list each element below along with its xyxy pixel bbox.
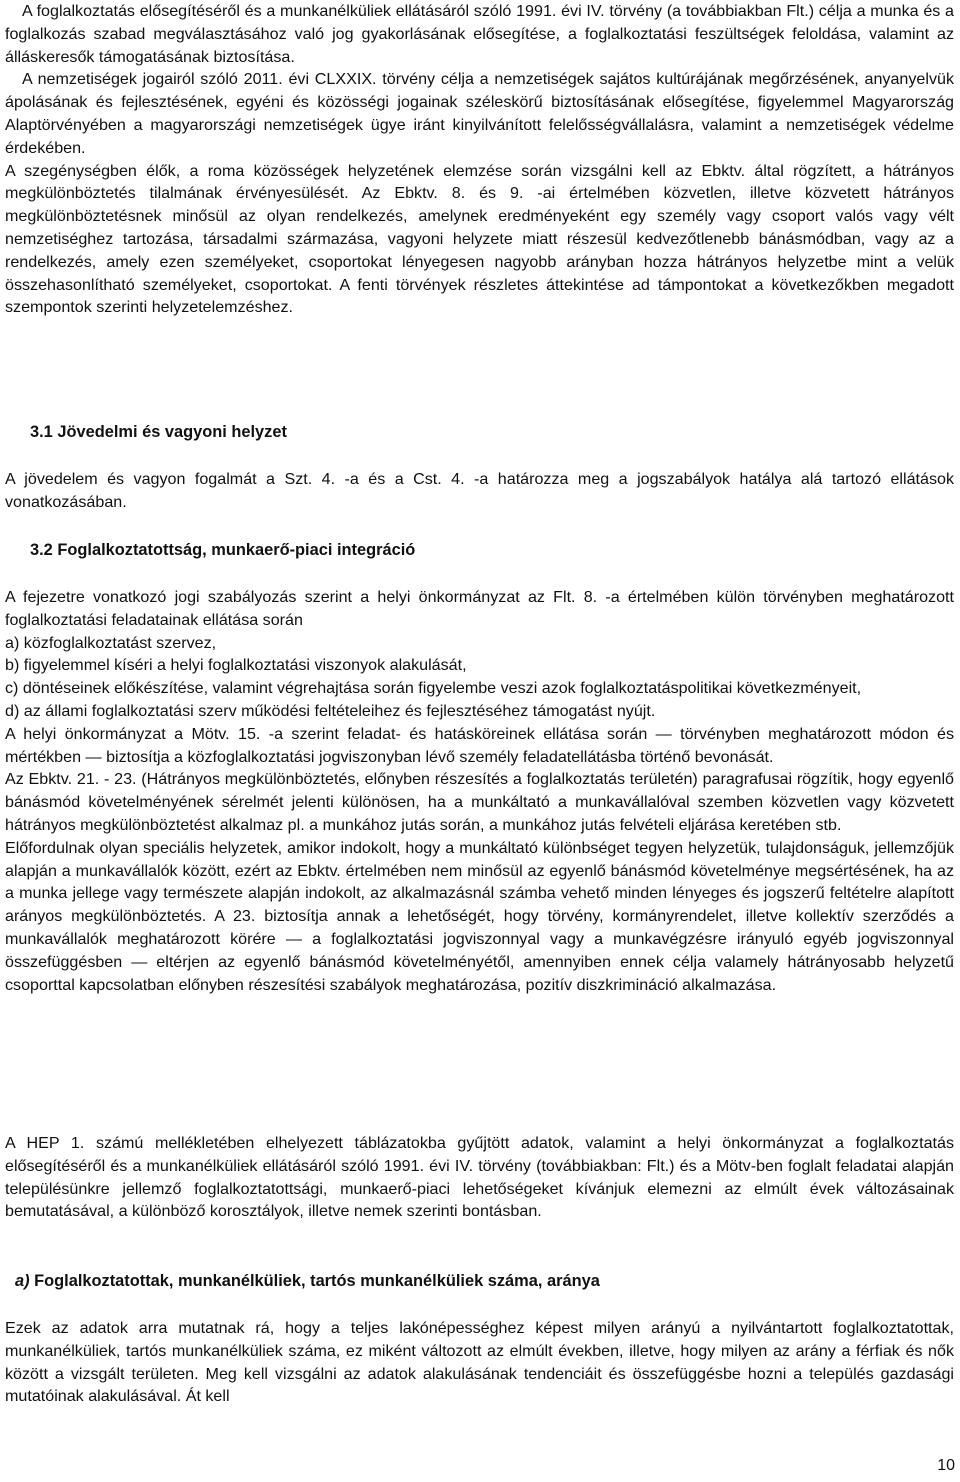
section-3-2-list-item-d: d) az állami foglalkoztatási szerv működési feltételeihez és fejlesztéséhez támogatást nyújt. [5,701,656,720]
section-3-2-list-item-b: b) figyelemmel kíséri a helyi foglalkoztatási viszonyok alakulását, [5,656,467,675]
section-3-2-paragraph-ebktv: Az Ebktv. 21. - 23. (Hátrányos megkülönböztetés, előnyben részesítés a foglalkoztatás területén) paragrafusai rögzítik, hogy egyenlő bánásmód követelményének sérelmét jelenti különösen, ha a munkáltató a munkavállalóval szemben közvetlen vagy közvetett hátrányos megkülönböztetést alkalmaz pl. a munkához jutás során, a munkához jutás felvételi eljárása keretében stb. [5,770,954,834]
section-3-2-title: Foglalkoztatottság, munkaerő-piaci integráció [57,541,416,559]
subsection-a-letter: a) [15,1272,30,1290]
section-3-1-body [5,468,954,514]
section-3-2-number: 3.2 [30,541,53,559]
section-3-2-closing-paragraph: A HEP 1. számú mellékletében elhelyezett táblázatokba gyűjtött adatok, valamint a helyi önkormányzat a foglalkoztatás elősegítéséről és a munkanélküliek ellátásáról szóló 1991. évi IV. törvény (továbbiakban: Flt.) és a Mötv-ben foglalt feladatai alapján településünkre jellemző foglalkoztatottsági, munkaerő-piaci lehetőségeket kívánjuk elemezni az elmúlt évek változásainak bemutatásával, a különböző korosztályok, illetve nemek szerinti bontásban. [5,1134,954,1221]
subsection-a-body [5,1317,954,1408]
subsection-a-heading [5,1270,954,1293]
section-3-1-title: Jövedelmi és vagyoni helyzet [57,423,287,441]
subsection-a-paragraph: Ezek az adatok arra mutatnak rá, hogy a teljes lakónépességhez képest milyen arányú a nyilvántartott foglalkoztatottak, munkanélküliek, tartós munkanélküliek száma, ez miként változott az elmúlt években, illetve, hogy milyen az arány a férfiak és nők között a vizsgált területen. Meg kell vizsgálni az adatok alakulásának tendenciáit és összefüggésbe hozni a település gazdasági mutatóinak alakulásával. Át kell [5,1319,954,1406]
section-3-2-body [5,586,954,996]
section-3-2-heading [5,539,954,562]
intro-paragraph-flt: A foglalkoztatás elősegítéséről és a munkanélküliek ellátásáról szóló 1991. évi IV. törvény (a továbbiakban Flt.) célja a munka és a foglalkozás szabad megválasztásához való jog gyakorlásának elősegítése, a foglalkoztatási feszültségek feloldása, valamint az álláskeresők támogatásának biztosítása. [5,2,954,66]
section-3-2-closing [5,1132,954,1223]
section-3-1-heading [5,421,954,444]
intro-paragraph-ebktv: A szegénységben élők, a roma közösségek helyzetének elemzése során vizsgálni kell az Ebktv. által rögzített, a hátrányos megkülönböztetés tilalmának érvényesülését. Az Ebktv. 8. és 9. -ai értelmében közvetlen, illetve közvetett hátrányos megkülönböztetésnek minősül az olyan rendelkezés, amelynek eredményeként egy személy vagy csoport valós vagy vélt nemzetiséghez tartozása, társadalmi származása, vagyoni helyzete miatt részesül kedvezőtlenebb bánásmódban, vagy az a rendelkezés, amely ezen személyeket, csoportokat lényegesen nagyobb arányban hozza hátrányos helyzetbe mint a velük összehasonlítható személyeket, csoportokat. A fenti törvények részletes áttekintése ad támpontokat a következőkben megadott szempontok szerinti helyzetelemzéshez. [5,161,954,317]
section-3-2-paragraph-special: Előfordulnak olyan speciális helyzetek, amikor indokolt, hogy a munkáltató különbséget tegyen helyzetük, tulajdonságuk, jellemzőjük alapján a munkavállalók között, ezért az Ebktv. értelmében nem minősül az egyenlő bánásmód követelménye megsértésének, ha az a munka jellege vagy természete alapján indokolt, az alkalmazásnál számba vehető minden lényeges és jogszerű feltételre alapított arányos megkülönböztetés. A 23. biztosítja annak a lehetőségét, hogy törvény, kormányrendelet, illetve kollektív szerződés a munkavállalók meghatározott körére — a foglalkoztatási jogviszonnyal vagy a munkavégzésre irányuló egyéb jogviszonnyal összefüggésben — eltérjen az egyenlő bánásmód követelményétől, amennyiben ennek célja valamely hátrányosabb helyzetű csoporttal kapcsolatban előnyben részesítési szabályok meghatározása, pozitív diszkrimináció alkalmazása. [5,838,954,994]
subsection-a-title: Foglalkoztatottak, munkanélküliek, tartós munkanélküliek száma, aránya [34,1272,600,1290]
section-3-1-paragraph: A jövedelem és vagyon fogalmát a Szt. 4. -a és a Cst. 4. -a határozza meg a jogszabályok hatálya alá tartozó ellátások vonatkozásában. [5,470,954,511]
section-3-2-paragraph: A fejezetre vonatkozó jogi szabályozás szerint a helyi önkormányzat az Flt. 8. -a értelmében külön törvényben meghatározott foglalkoztatási feladatainak ellátása során [5,588,954,629]
section-3-2-paragraph-motv: A helyi önkormányzat a Mötv. 15. -a szerint feladat- és hatásköreinek ellátása során — törvényben meghatározott módon és mértékben — biztosítja a közfoglalkoztatási jogviszonyban lévő személy feladatellátásba történő bevonását. [5,724,954,766]
section-3-2-list-item-a: a) közfoglalkoztatást szervez, [5,633,217,652]
section-3-1-number: 3.1 [30,423,53,441]
section-3-2-list-item-c: c) döntéseinek előkészítése, valamint végrehajtása során figyelembe veszi azok foglalkoztatáspolitikai következményeit, [5,679,862,698]
intro-paragraph-nemzetisegek: A nemzetiségek jogairól szóló 2011. évi CLXXIX. törvény célja a nemzetiségek sajátos kultúrájának megőrzésének, anyanyelvük ápolásának és fejlesztésének, egyéni és közösségi jogainak széleskörű biztosításának elősegítése, figyelemmel Magyarország Alaptörvényében a magyarországi nemzetiségek ügye iránt kinyilvánított felelősségvállalásra, valamint a nemzetiségek védelme érdekében. [5,70,954,157]
intro-block [5,0,954,319]
page-number: 10 [937,1457,955,1474]
